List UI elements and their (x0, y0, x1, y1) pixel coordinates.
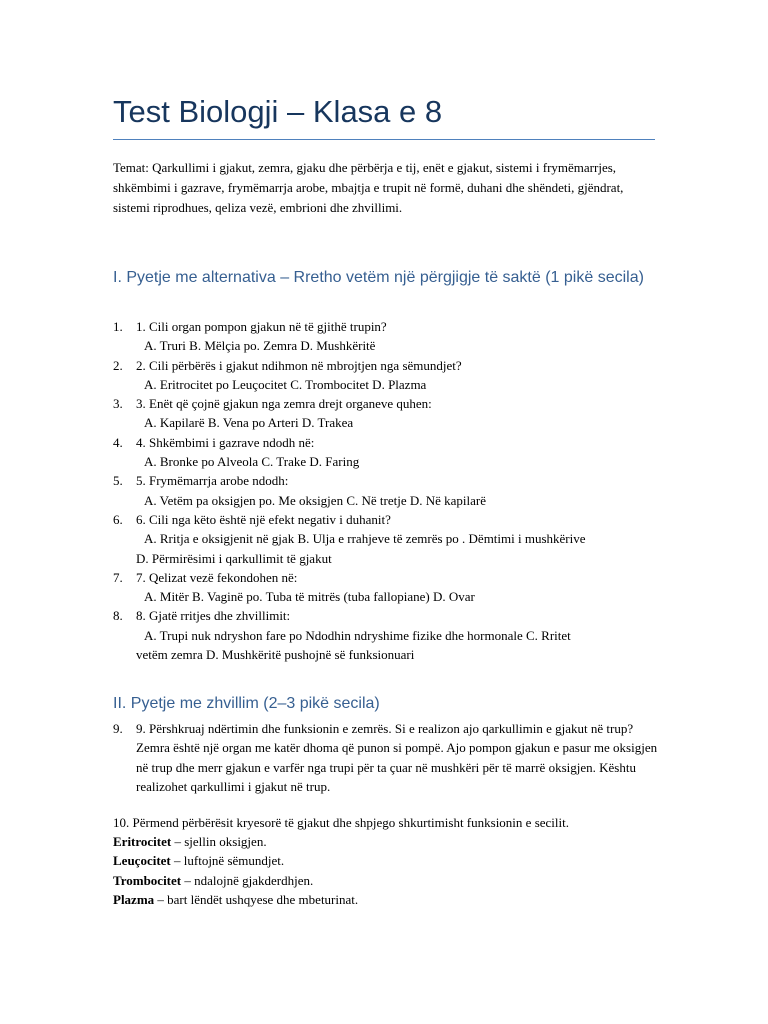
answer-options: A. Kapilarë B. Vena po Arteri D. Trakea (144, 415, 354, 431)
question-body (136, 433, 658, 472)
item-number: 5. (113, 473, 123, 489)
item-number: 2. (113, 357, 123, 373)
list-item (113, 719, 658, 796)
item-number: 4. (113, 434, 123, 450)
question-text: 7. Qelizat vezë fekondohen në: (136, 569, 298, 585)
answer-description: – ndalojnë gjakderdhjen. (181, 872, 314, 888)
answer-options: A. Vetëm pa oksigjen po. Me oksigjen C. Në tretje D. Në kapilarë (144, 492, 487, 508)
question-text: 5. Frymëmarrja arobe ndodh: (136, 473, 289, 489)
question-body (136, 317, 658, 356)
answer-options: A. Truri B. Mëlçia po. Zemra D. Mushkëritë (144, 338, 376, 354)
question-body (136, 356, 658, 395)
answer-description: – bart lëndët ushqyese dhe mbeturinat. (154, 891, 359, 907)
section-2-heading: II. Pyetje me zhvillim (2–3 pikë secila) (113, 695, 380, 712)
answer-options: A. Rritja e oksigjenit në gjak B. Ulja e rrahjeve të zemrës po . Dëmtimi i mushkërive (144, 531, 586, 547)
question-9-text: 9. Përshkruaj ndërtimin dhe funksionin e zemrës. Si e realizon ajo qarkullimin e gjakut në trup? Zemra është një organ me katër dhoma që punon si pompë. Ajo pompon gjakun e pasur me oksigjen në trup dhe merr gjakun e varfër nga trupi për ta çuar në mushkëri për të marrë oksigjen. Kështu realizohet qarkullimi i gjakut në trup. (136, 721, 658, 794)
question-text: 8. Gjatë rritjes dhe zhvillimit: (136, 608, 291, 624)
question-body (136, 510, 658, 568)
item-number: 7. (113, 569, 123, 585)
item-number: 3. (113, 396, 123, 412)
question-item (113, 394, 658, 433)
answer-options: A. Trupi nuk ndryshon fare po Ndodhin ndryshime fizike dhe hormonale C. Rritet (144, 627, 571, 643)
item-number: 8. (113, 608, 123, 624)
question-item (113, 356, 658, 395)
question-item (113, 433, 658, 472)
answer-line (113, 871, 658, 890)
question-item (113, 510, 658, 568)
question-10-answers (113, 832, 658, 909)
answer-description: – sjellin oksigjen. (171, 834, 267, 849)
question-body (136, 606, 658, 664)
question-body (136, 471, 658, 510)
essay-question-9 (113, 719, 658, 796)
topics-paragraph: Temat: Qarkullimi i gjakut, zemra, gjaku dhe përbërja e tij, enët e gjakut, sistemi i frymëmarrjes, shkëmbimi i gazrave, frymëmarrja arobe, mbajtja e trupit në formë, duhani dhe shëndeti, gjëndrat, sistemi riprodhues, qeliza vezë, embrioni dhe zhvillimi. (113, 160, 624, 215)
question-10-text: 10. Përmend përbërësit kryesorë të gjakut dhe shpjego shkurtimisht funksionin e secilit. (113, 815, 569, 830)
question-item (113, 606, 658, 664)
answer-term: Plazma (113, 891, 155, 907)
item-number: 1. (113, 319, 123, 334)
answer-options: A. Mitër B. Vaginë po. Tuba të mitrës (tuba fallopiane) D. Ovar (144, 589, 475, 605)
answer-options: A. Eritrocitet po Leuçocitet C. Trombocitet D. Plazma (144, 376, 427, 392)
item-number: 6. (113, 511, 123, 527)
question-text: 4. Shkëmbimi i gazrave ndodh në: (136, 434, 315, 450)
section-1-heading: I. Pyetje me alternativa – Rretho vetëm një përgjigje të saktë (1 pikë secila) (113, 269, 644, 286)
title-underline (113, 139, 655, 140)
answer-options-continued: vetëm zemra D. Mushkëritë pushojnë së funksionuari (136, 647, 415, 663)
answer-term: Eritrocitet (113, 834, 172, 849)
multiple-choice-list (113, 317, 658, 664)
answer-options: A. Bronke po Alveola C. Trake D. Faring (144, 454, 360, 470)
answer-term: Leuçocitet (113, 853, 171, 869)
question-text: 2. Cili përbërës i gjakut ndihmon në mbrojtjen nga sëmundjet? (136, 357, 462, 373)
answer-line (113, 851, 658, 870)
answer-line (113, 832, 658, 851)
answer-options-continued: D. Përmirësimi i qarkullimit të gjakut (136, 550, 332, 566)
question-body (136, 394, 658, 433)
answer-line (113, 890, 658, 909)
document-title: Test Biologji – Klasa e 8 (113, 94, 443, 129)
question-item (113, 471, 658, 510)
question-text: 1. Cili organ pompon gjakun në të gjithë trupin? (136, 319, 387, 334)
question-text: 6. Cili nga këto është një efekt negativ i duhanit? (136, 511, 391, 527)
answer-description: – luftojnë sëmundjet. (170, 853, 285, 869)
question-body (136, 568, 658, 607)
item-number: 9. (113, 721, 123, 736)
answer-term: Trombocitet (113, 872, 182, 888)
question-text: 3. Enët që çojnë gjakun nga zemra drejt organeve quhen: (136, 396, 432, 412)
question-item (113, 568, 658, 607)
question-item (113, 317, 658, 356)
